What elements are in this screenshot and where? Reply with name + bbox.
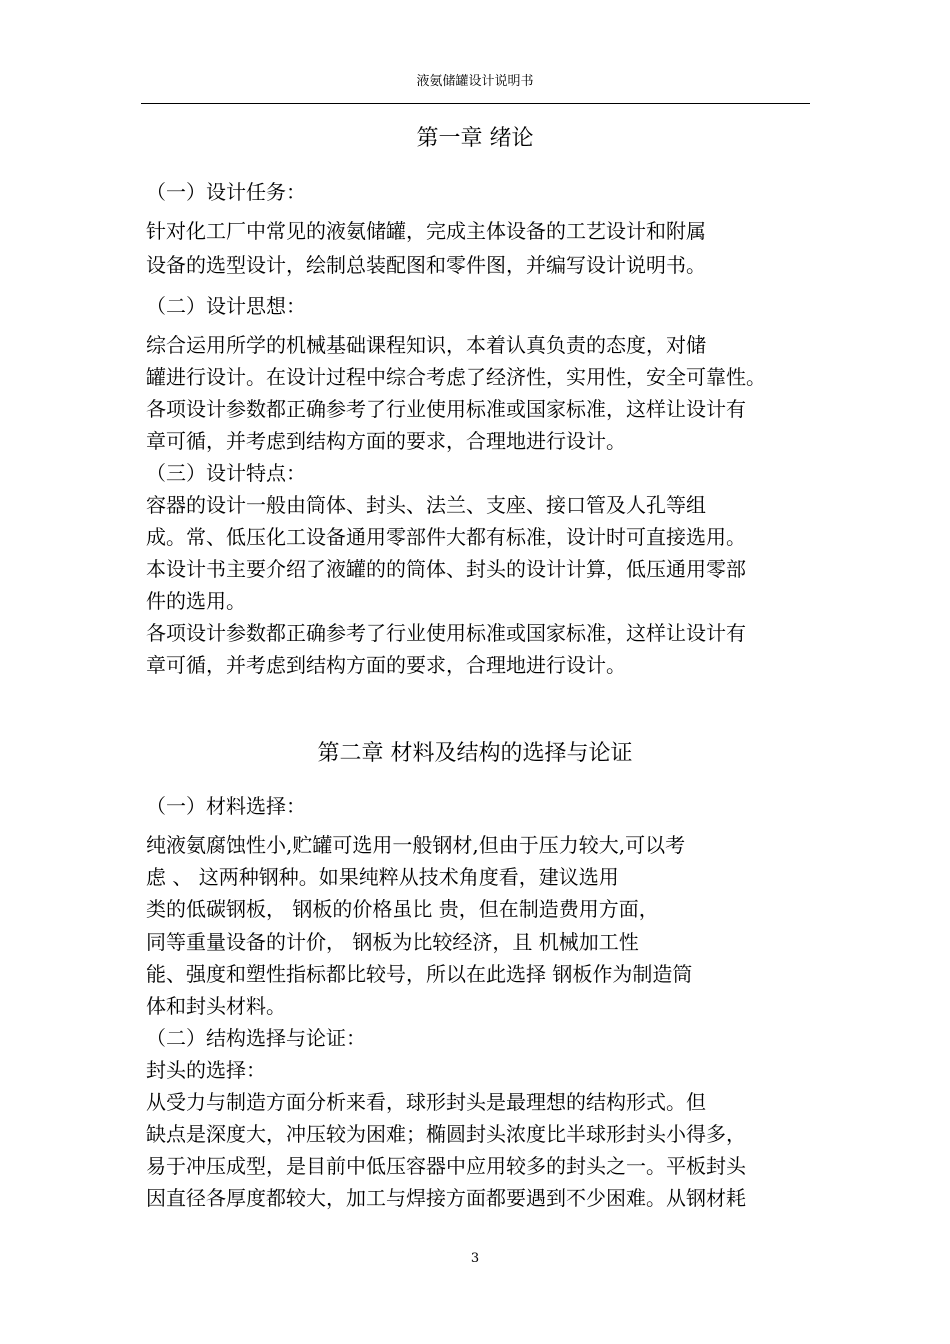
paragraph-line: 本设计书主要介绍了液罐的的筒体、封头的设计计算，低压通用零部 bbox=[146, 557, 746, 581]
subsection-title: 封头的选择： bbox=[146, 1058, 266, 1082]
chapter-2-title: 第二章 材料及结构的选择与论证 bbox=[317, 741, 633, 766]
chapter-1-title: 第一章 绪论 bbox=[416, 126, 534, 151]
paragraph-line: 类的低碳钢板， 钢板的价格虽比 贵，但在制造费用方面， bbox=[146, 897, 659, 921]
paragraph-line: 易于冲压成型，是目前中低压容器中应用较多的封头之一。平板封头 bbox=[146, 1154, 746, 1178]
header-rule bbox=[141, 103, 810, 104]
paragraph-line: 罐进行设计。在设计过程中综合考虑了经济性，实用性，安全可靠性。 bbox=[146, 365, 766, 389]
paragraph-line: 容器的设计一般由筒体、封头、法兰、支座、接口管及人孔等组 bbox=[146, 493, 706, 517]
paragraph-line: 件的选用。 bbox=[146, 589, 246, 613]
section-1-1-title: （一）设计任务： bbox=[146, 180, 306, 204]
paragraph-line: 虑 、 这两种钢种。如果纯粹从技术角度看，建议选用 bbox=[146, 865, 619, 889]
section-2-2-title: （二）结构选择与论证： bbox=[146, 1026, 366, 1050]
paragraph-line: 体和封头材料。 bbox=[146, 994, 286, 1018]
running-header: 液氨储罐设计说明书 bbox=[416, 74, 534, 89]
section-2-1-title: （一）材料选择： bbox=[146, 794, 306, 818]
paragraph-line: 同等重量设备的计价， 钢板为比较经济，且 机械加工性 bbox=[146, 930, 639, 954]
paragraph-line: 纯液氨腐蚀性小,贮罐可选用一般钢材,但由于压力较大,可以考 bbox=[146, 833, 686, 857]
paragraph-line: 综合运用所学的机械基础课程知识，本着认真负责的态度，对储 bbox=[146, 333, 706, 357]
paragraph-line: 章可循，并考虑到结构方面的要求，合理地进行设计。 bbox=[146, 429, 626, 453]
section-1-3-title: （三）设计特点： bbox=[146, 461, 306, 485]
paragraph-line: 设备的选型设计，绘制总装配图和零件图，并编写设计说明书。 bbox=[146, 253, 706, 277]
paragraph-line: 章可循，并考虑到结构方面的要求，合理地进行设计。 bbox=[146, 653, 626, 677]
page-number: 3 bbox=[470, 1251, 480, 1266]
paragraph-line: 针对化工厂中常见的液氨储罐，完成主体设备的工艺设计和附属 bbox=[146, 219, 706, 243]
paragraph-line: 从受力与制造方面分析来看，球形封头是最理想的结构形式。但 bbox=[146, 1090, 706, 1114]
section-1-2-title: （二）设计思想： bbox=[146, 294, 306, 318]
paragraph-line: 各项设计参数都正确参考了行业使用标准或国家标准，这样让设计有 bbox=[146, 397, 746, 421]
paragraph-line: 因直径各厚度都较大，加工与焊接方面都要遇到不少困难。从钢材耗 bbox=[146, 1186, 746, 1210]
paragraph-line: 能、强度和塑性指标都比较号，所以在此选择 钢板作为制造筒 bbox=[146, 962, 693, 986]
paragraph-line: 缺点是深度大，冲压较为困难；椭圆封头浓度比半球形封头小得多， bbox=[146, 1122, 746, 1146]
paragraph-line: 各项设计参数都正确参考了行业使用标准或国家标准，这样让设计有 bbox=[146, 621, 746, 645]
paragraph-line: 成。常、低压化工设备通用零部件大都有标准，设计时可直接选用。 bbox=[146, 525, 746, 549]
